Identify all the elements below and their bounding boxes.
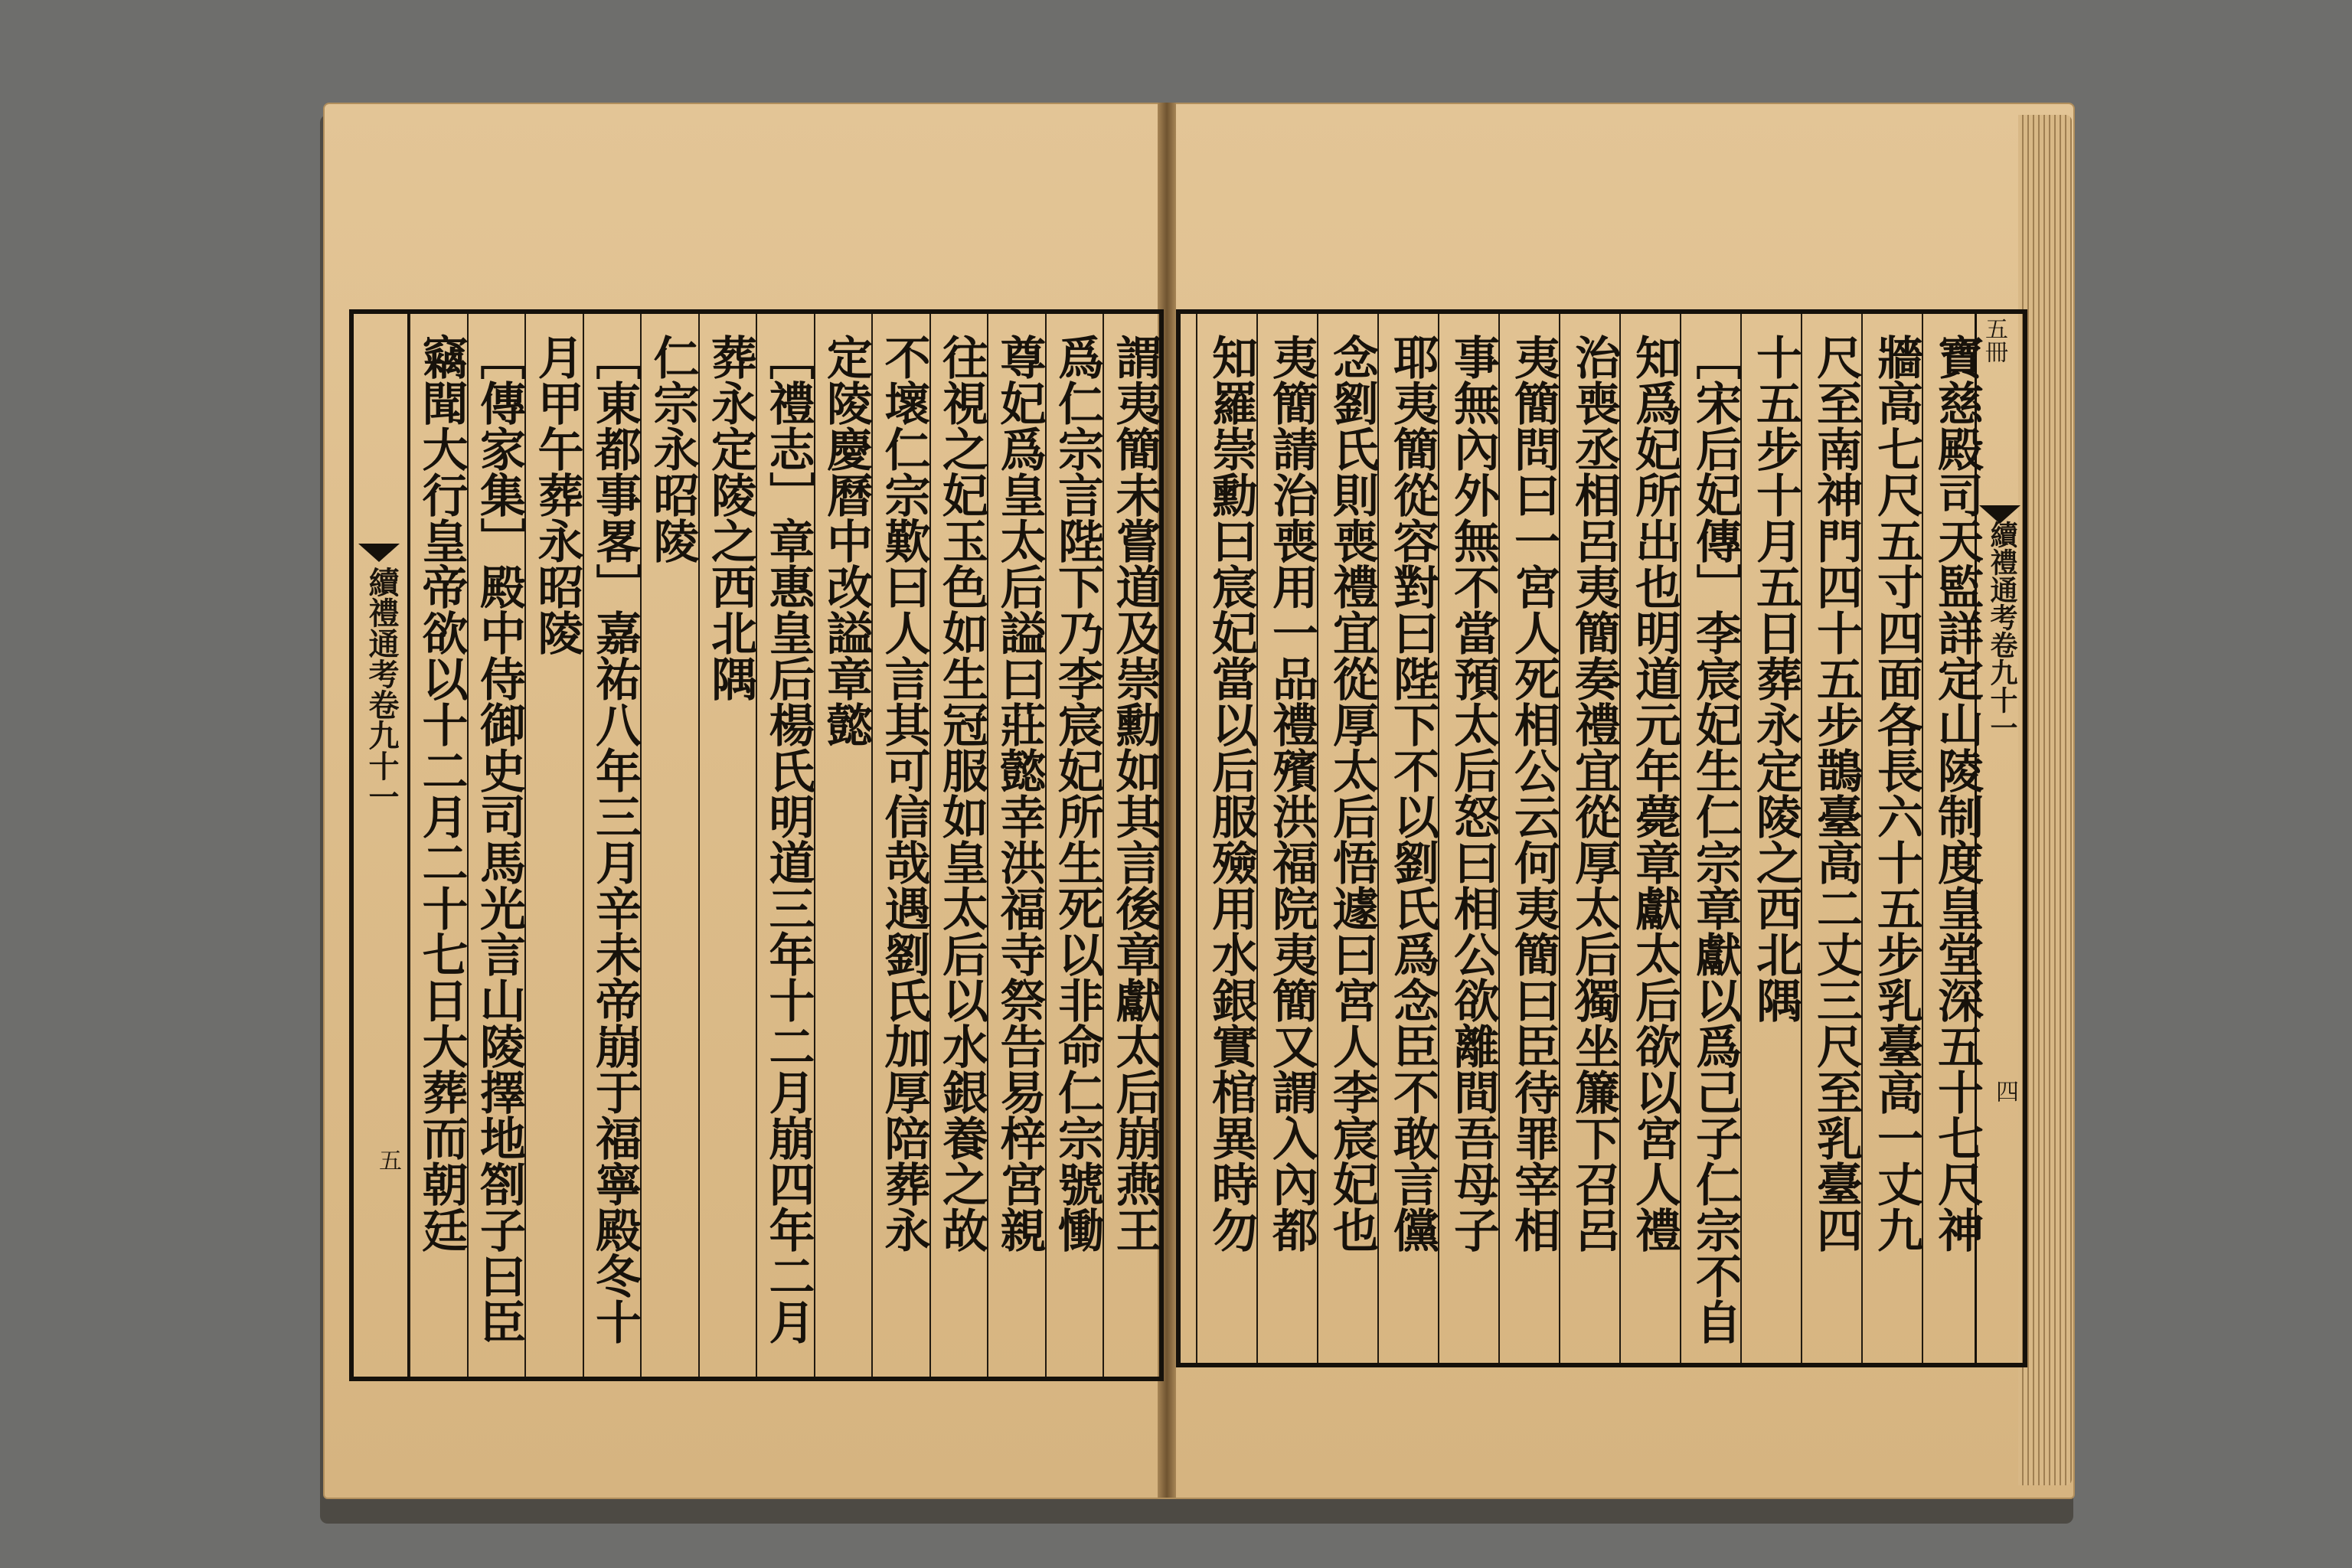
- text-column: [524, 314, 583, 1377]
- column-text: 知羅崇勳曰宸妃當以后服殮用水銀實棺異時勿: [1204, 334, 1258, 1253]
- text-column: [409, 314, 467, 1377]
- text-column: [871, 314, 929, 1377]
- left-margin-title: 續禮通考卷九十一: [364, 567, 400, 812]
- column-text: 謂夷簡未嘗道及崇勳如其言後章獻太后崩燕王: [1108, 334, 1162, 1253]
- text-column: [640, 314, 698, 1377]
- text-column: [1317, 314, 1377, 1363]
- column-text: 耶夷簡從容對曰陛下不以劉氏爲念臣不敢言儻: [1386, 334, 1439, 1253]
- text-column: [1438, 314, 1498, 1363]
- text-column: [1256, 314, 1317, 1363]
- text-column: [814, 314, 872, 1377]
- column-text: 往視之妃玉色如生冠服如皇太后以水銀養之故: [935, 334, 988, 1253]
- text-column: [756, 314, 814, 1377]
- column-text: 仁宗永昭陵: [645, 334, 700, 564]
- column-text: ［東都事畧］嘉祐八年三月辛未帝崩于福寧殿冬十: [588, 334, 642, 1344]
- column-text: 知爲妃所出也明道元年薨章獻太后欲以宮人禮: [1628, 334, 1681, 1253]
- column-text: 夷簡請治喪用一品禮殯洪福院夷簡又謂入內都: [1265, 334, 1318, 1253]
- column-text: 竊聞大行皇帝欲以十二月二十七日大葬而朝廷: [414, 334, 469, 1253]
- text-column: [1498, 314, 1559, 1363]
- volume-mark: 五冊: [1981, 317, 2007, 363]
- left-margin-strip: [354, 314, 410, 1377]
- text-column: [1801, 314, 1861, 1363]
- column-text: 寶慈殿司天監詳定山陵制度皇堂深五十七尺神: [1930, 334, 1984, 1253]
- right-text-frame: [1176, 309, 2027, 1367]
- column-text: 葬永定陵之西北隅: [704, 334, 757, 701]
- fishtail-mark: [358, 544, 400, 562]
- text-column: [467, 314, 525, 1377]
- column-text: ［傳家集］殿中侍御史司馬光言山陵擇地劄子曰臣: [472, 334, 526, 1344]
- text-column: [1680, 314, 1740, 1363]
- column-text: 念劉氏則喪禮宜從厚太后悟遽曰宮人李宸妃也: [1325, 334, 1379, 1253]
- text-column: [583, 314, 641, 1377]
- text-column: [1045, 314, 1103, 1377]
- text-column: [1196, 314, 1256, 1363]
- column-text: 夷簡問曰一宮人死相公云何夷簡曰臣待罪宰相: [1507, 334, 1560, 1253]
- column-text: ［禮志］章惠皇后楊氏明道三年十二月崩四年二月: [761, 334, 815, 1344]
- column-text: 定陵慶曆中改謚章懿: [819, 334, 873, 747]
- right-margin-title: 續禮通考卷九十一: [1986, 521, 2018, 741]
- column-text: 十五步十月五日葬永定陵之西北隅: [1749, 334, 1802, 1023]
- text-column: [1377, 314, 1438, 1363]
- text-column: [987, 314, 1045, 1377]
- column-text: 不壞仁宗歎曰人言其可信哉遇劉氏加厚陪葬永: [877, 334, 931, 1253]
- right-folio: 四: [1991, 1080, 2018, 1102]
- column-text: 牆高七尺五寸四面各長六十五步乳臺高一丈九: [1870, 334, 1923, 1253]
- column-text: 治喪丞相呂夷簡奏禮宜從厚太后獨坐簾下召呂: [1567, 334, 1621, 1253]
- column-text: 事無內外無不當預太后怒曰相公欲離間吾母子: [1446, 334, 1500, 1253]
- column-text: 月甲午葬永昭陵: [530, 334, 584, 655]
- text-column: [1740, 314, 1801, 1363]
- left-folio: 五: [374, 1148, 401, 1171]
- text-column: [929, 314, 988, 1377]
- text-column: [1861, 314, 1922, 1363]
- text-column: [1922, 314, 1982, 1363]
- text-column: [1619, 314, 1680, 1363]
- text-column: [1102, 314, 1161, 1377]
- column-text: 尊妃爲皇太后謚曰莊懿幸洪福寺祭告易梓宮親: [992, 334, 1047, 1253]
- column-text: 尺至南神門四十五步鵲臺高二丈三尺至乳臺四: [1809, 334, 1863, 1253]
- text-column: [698, 314, 756, 1377]
- column-text: ［宋后妃傳］李宸妃生仁宗章獻以爲己子仁宗不自: [1688, 334, 1742, 1344]
- text-column: [1559, 314, 1619, 1363]
- left-text-frame: [349, 309, 1164, 1381]
- column-text: 爲仁宗言陛下乃李宸妃所生死以非命仁宗號慟: [1050, 334, 1104, 1253]
